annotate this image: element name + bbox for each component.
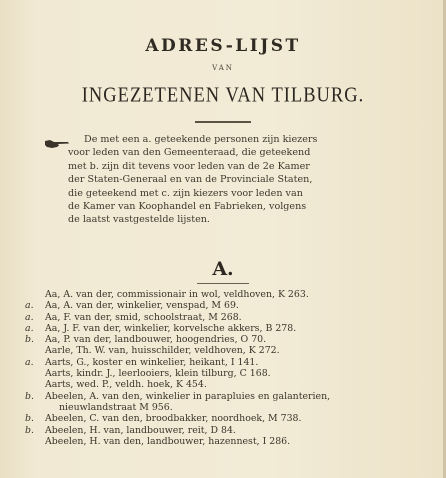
list-item <box>0 300 446 311</box>
note-line: voor leden van den Gemeenteraad, die geteekend <box>68 147 311 159</box>
note-line: de Kamer van Koophandel en Fabrieken, volgens <box>68 201 307 213</box>
voter-mark: a. <box>25 311 34 323</box>
voter-mark: a. <box>25 322 34 334</box>
entry-text: Abeelen, H. van, landbouwer, reit, D 84. <box>45 424 236 436</box>
entry-text: Abeelen, A. van den, winkelier in parapluies en galanterien, <box>45 390 331 402</box>
list-item <box>0 357 446 368</box>
list-item <box>0 289 446 300</box>
entry-text: Aarts, G., koster en winkelier, heikant, I 141. <box>45 356 259 368</box>
list-item <box>0 425 446 436</box>
section-letter: A. <box>212 258 234 280</box>
section-divider <box>197 283 249 284</box>
entry-text: Aarts, kindr. J., leerlooiers, klein tilburg, C 168. <box>45 368 271 380</box>
list-item <box>0 323 446 334</box>
entry-text: Aarle, Th. W. van, huisschilder, veldhoven, K 272. <box>45 345 280 357</box>
entry-list <box>0 289 446 447</box>
pointing-hand-icon <box>44 138 70 150</box>
voter-mark: b. <box>25 413 34 425</box>
title-divider <box>195 121 251 123</box>
note-line: met b. zijn dit tevens voor leden van de 2e Kamer <box>68 160 310 172</box>
entry-text: Abeelen, C. van den, broodbakker, noordhoek, M 738. <box>45 413 302 425</box>
entry-text: Abeelen, H. van den, landbouwer, hazennest, I 286. <box>45 435 291 447</box>
legend-note <box>68 133 388 227</box>
voter-mark: b. <box>25 334 34 346</box>
note-line: de laatst vastgestelde lijsten. <box>68 214 210 226</box>
list-item <box>0 436 446 447</box>
list-item <box>0 345 446 356</box>
voter-mark: b. <box>25 424 34 436</box>
entry-text: Aa, F. van der, smid, schoolstraat, M 268. <box>45 311 242 323</box>
list-item <box>0 391 446 402</box>
note-line: De met een a. geteekende personen zijn kiezers <box>84 134 318 145</box>
entry-text: Aa, P. van der, landbouwer, hoogendries, O 70. <box>45 334 267 346</box>
list-item <box>0 312 446 323</box>
page-title: ADRES-LIJST <box>145 36 301 56</box>
entry-text: Aa, J. F. van der, winkelier, korvelsche akkers, B 278. <box>45 322 297 334</box>
entry-text: Aarts, wed. P., veldh. hoek, K 454. <box>45 379 207 391</box>
note-line: der Staten-Generaal en van de Provinciale Staten, <box>68 174 313 186</box>
list-item <box>0 413 446 424</box>
title-connector: VAN <box>212 64 234 72</box>
list-item <box>0 334 446 345</box>
list-item <box>0 379 446 390</box>
note-line: die geteekend met c. zijn kiezers voor leden van <box>68 187 303 199</box>
voter-mark: a. <box>25 300 34 312</box>
list-item <box>0 368 446 379</box>
entry-text: nieuwlandstraat M 956. <box>59 401 173 413</box>
entry-text: Aa, A. van der, winkelier, venspad, M 69. <box>45 300 239 312</box>
voter-mark: b. <box>25 390 34 402</box>
entry-text: Aa, A. van der, commissionair in wol, veldhoven, K 263. <box>45 289 309 300</box>
list-item <box>0 402 446 413</box>
voter-mark: a. <box>25 356 34 368</box>
page-subtitle: INGEZETENEN VAN TILBURG. <box>81 84 365 108</box>
